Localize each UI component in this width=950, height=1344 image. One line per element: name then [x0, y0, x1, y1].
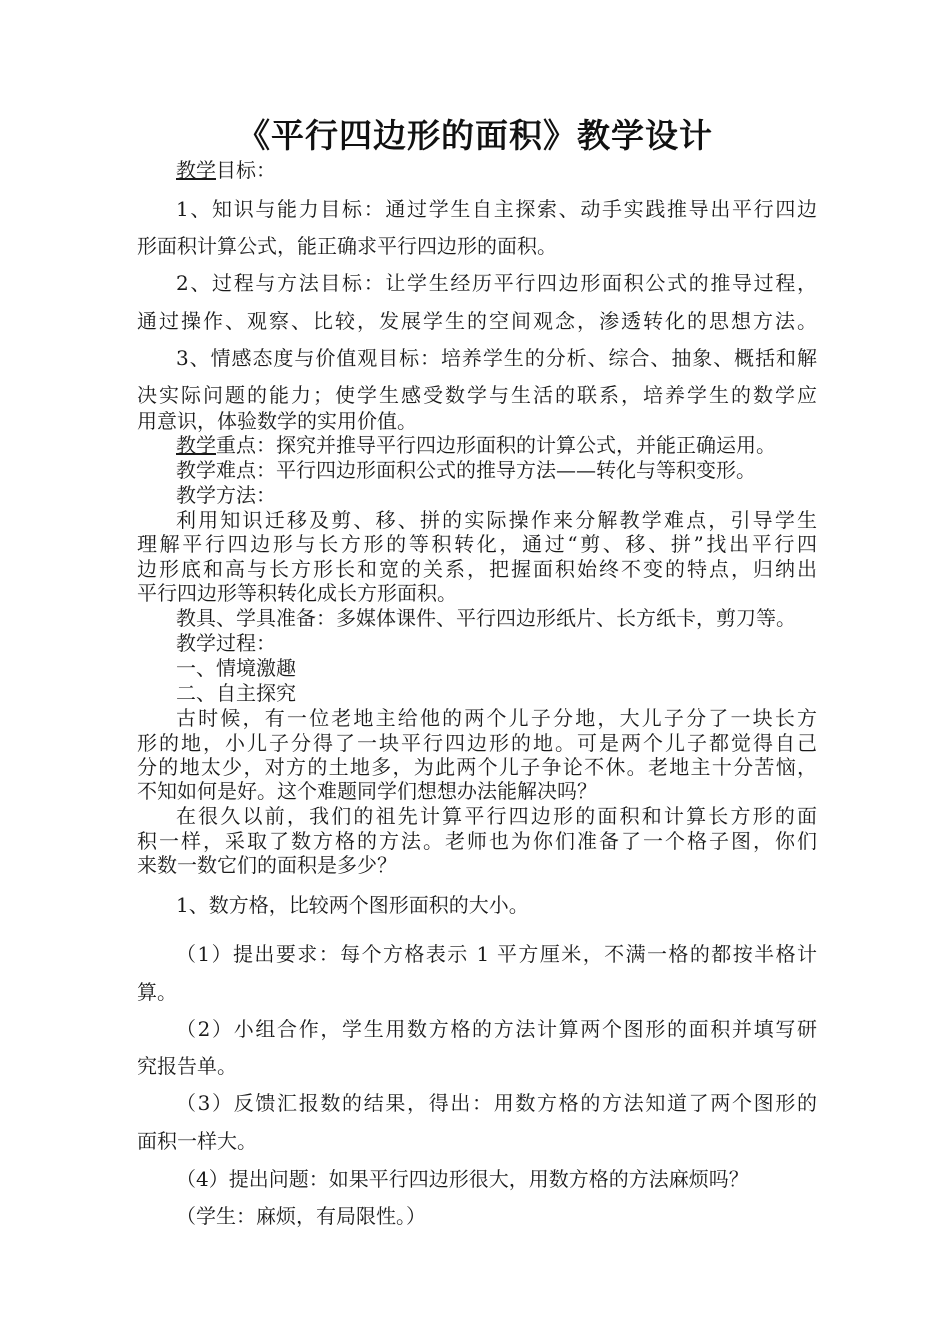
text-line: 边形底和高与长方形长和宽的关系，把握面积始终不变的特点，归纳出: [137, 557, 817, 581]
underlined-text: 教学: [176, 158, 216, 182]
text-line: 通过操作、观察、比较，发展学生的空间观念，渗透转化的思想方法。: [137, 309, 817, 333]
text-line: 古时候，有一位老地主给他的两个儿子分地，大儿子分了一块长方: [176, 706, 817, 730]
text-line: 1、知识与能力目标：通过学生自主探索、动手实践推导出平行四边: [176, 197, 817, 221]
text-line: （4）提出问题：如果平行四边形很大，用数方格的方法麻烦吗？: [176, 1167, 749, 1191]
underlined-text: 教学: [176, 433, 216, 457]
text-line: 二、自主探究: [176, 681, 296, 705]
text-line: 在很久以前，我们的祖先计算平行四边形的面积和计算长方形的面: [176, 804, 817, 828]
text-line: 来数一数它们的面积是多少？: [137, 853, 397, 877]
text-line: 2、过程与方法目标：让学生经历平行四边形面积公式的推导过程，: [176, 271, 817, 295]
text-line: 利用知识迁移及剪、移、拼的实际操作来分解教学难点，引导学生: [176, 508, 817, 532]
text-line: 3、情感态度与价值观目标：培养学生的分析、综合、抽象、概括和解: [176, 346, 817, 370]
document-title: 《平行四边形的面积》教学设计: [237, 116, 713, 155]
text-line: 理解平行四边形与长方形的等积转化，通过“剪、移、拼”找出平行四: [137, 532, 817, 556]
text-line: （3）反馈汇报数的结果，得出：用数方格的方法知道了两个图形的: [176, 1091, 817, 1115]
text-line: 一、情境激趣: [176, 656, 296, 680]
text-line: 教学重点：探究并推导平行四边形面积的计算公式，并能正确运用。: [176, 433, 776, 457]
text-line: 教具、学具准备：多媒体课件、平行四边形纸片、长方纸卡，剪刀等。: [176, 606, 796, 630]
text-line: 教学方法：: [176, 483, 276, 507]
text-line: 分的地太少，对方的土地多，为此两个儿子争论不休。老地主十分苦恼，: [137, 755, 817, 779]
text-line: （2）小组合作，学生用数方格的方法计算两个图形的面积并填写研: [176, 1017, 817, 1041]
text-line: 面积一样大。: [137, 1129, 257, 1153]
text-line: （1）提出要求：每个方格表示 1 平方厘米，不满一格的都按半格计: [176, 942, 817, 966]
text-line: 积一样，采取了数方格的方法。老师也为你们准备了一个格子图，你们: [137, 829, 817, 853]
text-line: 形面积计算公式，能正确求平行四边形的面积。: [137, 234, 557, 258]
text-line: 用意识，体验数学的实用价值。: [137, 409, 417, 433]
text-line: 不知如何是好。这个难题同学们想想办法能解决吗？: [137, 779, 597, 803]
text-line: 教学目标：: [176, 158, 276, 182]
text-line: 教学过程：: [176, 631, 276, 655]
text-line: 算。: [137, 980, 177, 1004]
text-line: 1、数方格，比较两个图形面积的大小。: [176, 893, 529, 917]
text-line: 决实际问题的能力；使学生感受数学与生活的联系，培养学生的数学应: [137, 383, 817, 407]
text-line: 平行四边形等积转化成长方形面积。: [137, 581, 457, 605]
text-line: 教学难点：平行四边形面积公式的推导方法——转化与等积变形。: [176, 458, 756, 482]
text-line: 究报告单。: [137, 1054, 237, 1078]
text-line: （学生：麻烦，有局限性。）: [176, 1204, 426, 1228]
text-line: 形的地，小儿子分得了一块平行四边形的地。可是两个儿子都觉得自己: [137, 731, 817, 755]
